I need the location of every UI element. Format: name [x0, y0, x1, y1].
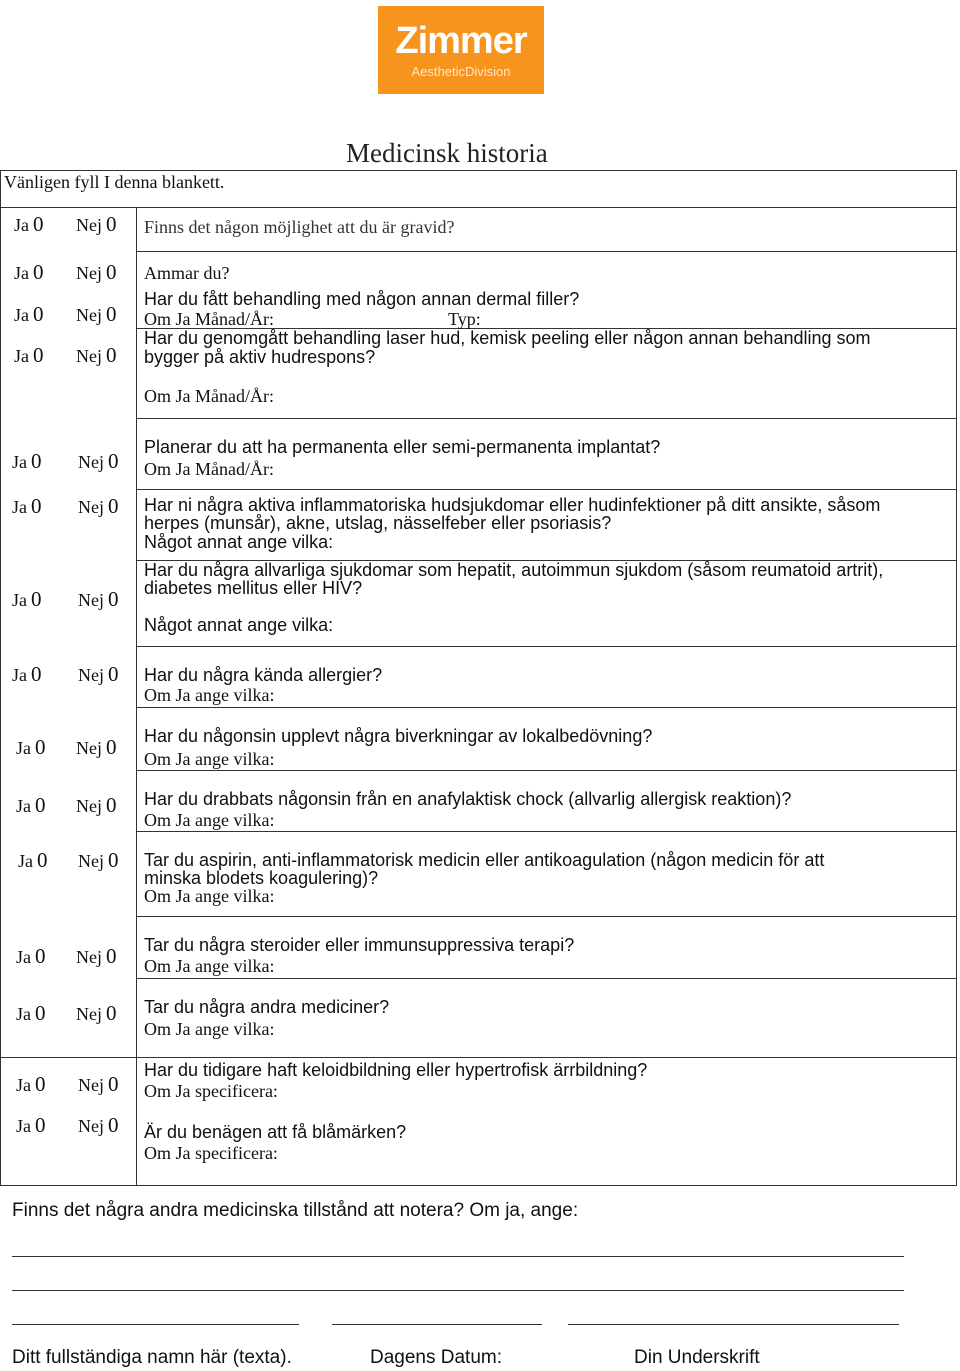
question-text: Har du genomgått behandling laser hud, kemisk peeling eller någon annan behandling som [144, 328, 871, 348]
ja-checkbox[interactable]: Ja 0 [14, 260, 44, 284]
question-text: Ammar du? [144, 263, 230, 283]
ja-checkbox[interactable]: Ja 0 [16, 1113, 46, 1137]
followup-label: Om Ja ange vilka: [144, 685, 275, 705]
followup-label: Något annat ange vilka: [144, 532, 334, 552]
row-divider [136, 978, 957, 979]
nej-checkbox[interactable]: Nej 0 [78, 587, 119, 611]
nej-checkbox[interactable]: Nej 0 [76, 260, 117, 284]
ja-checkbox[interactable]: Ja 0 [16, 735, 46, 759]
nej-checkbox[interactable]: Nej 0 [76, 212, 117, 236]
zimmer-logo [378, 6, 544, 94]
question-text: diabetes mellitus eller HIV? [144, 578, 363, 598]
followup-label: Om Ja ange vilka: [144, 1019, 275, 1039]
row-divider [136, 418, 957, 419]
question-text: Är du benägen att få blåmärken? [144, 1122, 407, 1142]
nej-checkbox[interactable]: Nej 0 [76, 1001, 117, 1025]
name-signature-line[interactable] [12, 1324, 299, 1325]
question-text: Har du fått behandling med någon annan dermal filler? [144, 289, 580, 309]
logo-subtitle: AestheticDivision [411, 64, 511, 79]
date-label: Dagens Datum: [370, 1347, 503, 1368]
question-text: Har du några kända allergier? [144, 665, 383, 685]
followup-label: Om Ja ange vilka: [144, 749, 275, 769]
intro-text: Vänligen fyll I denna blankett. [4, 172, 225, 192]
question-text: Planerar du att ha permanenta eller semi-permanenta implantat? [144, 437, 661, 457]
row-divider [0, 207, 957, 208]
question-text: Tar du några andra mediciner? [144, 997, 390, 1017]
table-left-border [0, 170, 1, 1186]
row-divider [136, 489, 957, 490]
ja-checkbox[interactable]: Ja 0 [12, 587, 42, 611]
question-text: herpes (munsår), akne, utslag, nässelfeber eller psoriasis? [144, 513, 612, 533]
logo-word: Zimmer [395, 20, 527, 62]
other-conditions-prompt: Finns det några andra medicinska tillstånd att notera? Om ja, ange: [12, 1200, 579, 1221]
name-label: Ditt fullständiga namn här (texta). [12, 1347, 292, 1368]
question-text: Har du tidigare haft keloidbildning eller hypertrofisk ärrbildning? [144, 1060, 648, 1080]
followup-label: Om Ja Månad/År: [144, 459, 274, 479]
question-text: minska blodets koagulering)? [144, 868, 379, 888]
ja-checkbox[interactable]: Ja 0 [16, 944, 46, 968]
table-right-border [956, 170, 957, 1186]
nej-checkbox[interactable]: Nej 0 [78, 1072, 119, 1096]
ja-checkbox[interactable]: Ja 0 [16, 1001, 46, 1025]
ja-checkbox[interactable]: Ja 0 [16, 1072, 46, 1096]
followup-label: Om Ja Månad/År: [144, 386, 274, 406]
followup-label: Något annat ange vilka: [144, 615, 334, 635]
question-text: Finns det någon möjlighet att du är gravid? [144, 217, 455, 237]
table-top-border [0, 170, 957, 171]
nej-checkbox[interactable]: Nej 0 [78, 662, 119, 686]
followup-label: Om Ja ange vilka: [144, 886, 275, 906]
date-signature-line[interactable] [332, 1324, 542, 1325]
signature-line[interactable] [568, 1324, 899, 1325]
row-divider [136, 251, 957, 252]
signature-label: Din Underskrift [634, 1347, 760, 1368]
question-text: Tar du aspirin, anti-inflammatorisk medicin eller antikoagulation (någon medicin för att [144, 850, 825, 870]
question-text: Har du drabbats någonsin från en anafylaktisk chock (allvarlig allergisk reaktion)? [144, 789, 792, 809]
nej-checkbox[interactable]: Nej 0 [76, 735, 117, 759]
question-text: Tar du några steroider eller immunsuppressiva terapi? [144, 935, 575, 955]
answer-line[interactable] [12, 1290, 904, 1291]
nej-checkbox[interactable]: Nej 0 [76, 944, 117, 968]
table-bottom-border [0, 1185, 957, 1186]
row-divider [136, 916, 957, 917]
followup-label: Om Ja Månad/År: [144, 309, 274, 329]
followup-label: Om Ja specificera: [144, 1143, 278, 1163]
ja-checkbox[interactable]: Ja 0 [14, 343, 44, 367]
followup-label: Om Ja ange vilka: [144, 810, 275, 830]
answer-line[interactable] [12, 1256, 904, 1257]
question-text: bygger på aktiv hudrespons? [144, 347, 376, 367]
question-text: Har du någonsin upplevt några biverkningar av lokalbedövning? [144, 726, 653, 746]
row-divider [136, 831, 957, 832]
ja-checkbox[interactable]: Ja 0 [12, 449, 42, 473]
followup-label: Om Ja ange vilka: [144, 956, 275, 976]
nej-checkbox[interactable]: Nej 0 [78, 848, 119, 872]
row-divider [136, 770, 957, 771]
row-divider [136, 707, 957, 708]
ja-checkbox[interactable]: Ja 0 [12, 662, 42, 686]
ja-checkbox[interactable]: Ja 0 [12, 494, 42, 518]
page-title: Medicinsk historia [346, 138, 548, 168]
row-divider [0, 1057, 957, 1058]
followup-label: Typ: [448, 309, 481, 329]
ja-checkbox[interactable]: Ja 0 [14, 212, 44, 236]
nej-checkbox[interactable]: Nej 0 [78, 449, 119, 473]
nej-checkbox[interactable]: Nej 0 [78, 494, 119, 518]
ja-checkbox[interactable]: Ja 0 [18, 848, 48, 872]
table-column-divider [136, 207, 137, 1186]
followup-label: Om Ja specificera: [144, 1081, 278, 1101]
nej-checkbox[interactable]: Nej 0 [76, 793, 117, 817]
question-text: Har ni några aktiva inflammatoriska hudsjukdomar eller hudinfektioner på ditt ansikte, såsom [144, 495, 881, 515]
nej-checkbox[interactable]: Nej 0 [76, 302, 117, 326]
question-text: Har du några allvarliga sjukdomar som hepatit, autoimmun sjukdom (såsom reumatoid artrit), [144, 560, 884, 580]
ja-checkbox[interactable]: Ja 0 [16, 793, 46, 817]
nej-checkbox[interactable]: Nej 0 [76, 343, 117, 367]
row-divider [136, 646, 957, 647]
nej-checkbox[interactable]: Nej 0 [78, 1113, 119, 1137]
ja-checkbox[interactable]: Ja 0 [14, 302, 44, 326]
